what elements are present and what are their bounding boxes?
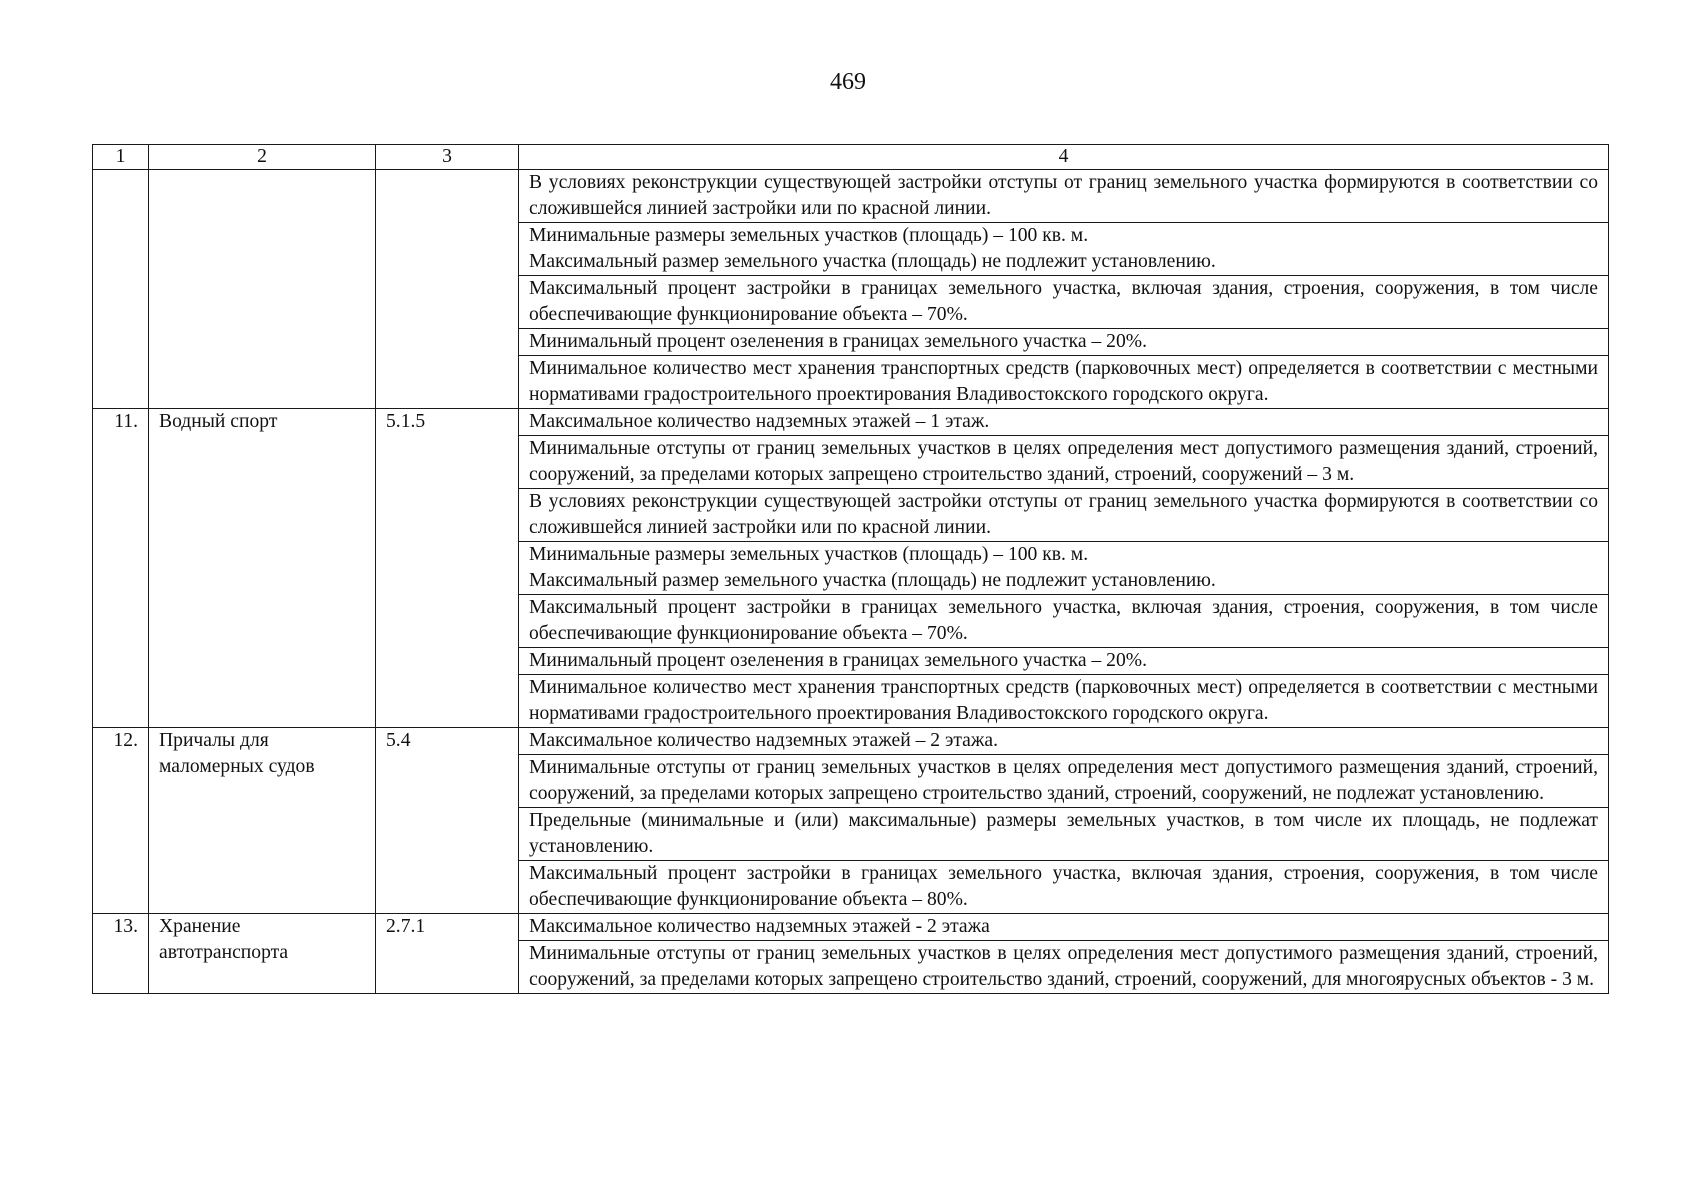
table-row [93,914,1609,941]
parameter-text: Минимальное количество мест хранения транспортных средств (парковочных мест) определяется в соответствии с местными нормативами градостроительного проектирования Владивостокского городского округа. [529,358,1598,405]
parameter-cell [519,356,1609,409]
parameter-text: Максимальное количество надземных этажей – 1 этаж. [529,411,990,432]
parameter-text: В условиях реконструкции существующей застройки отступы от границ земельного участка формируются в соответствии со сложившейся линией застройки или по красной линии. [529,491,1598,538]
row-number: 11. [93,409,149,728]
parameter-text: Минимальный процент озеленения в границах земельного участка – 20%. [529,650,1147,671]
parameter-text: Максимальный процент застройки в границах земельного участка, включая здания, строения, сооружения, в том числе обеспечивающие функционирование объекта – 70%. [529,597,1598,644]
parameter-text: Максимальный размер земельного участка (площадь) не подлежит установлению. [529,570,1216,591]
parameter-cell [519,728,1609,755]
use-type-code: 2.7.1 [376,914,519,994]
parameter-cell [519,755,1609,808]
use-type-name [149,170,376,409]
use-type-code: 5.4 [376,728,519,914]
parameter-cell [519,808,1609,861]
parameter-cell [519,914,1609,941]
parameter-text: Минимальные отступы от границ земельных участков в целях определения мест допустимого размещения зданий, строений, сооружений, за пределами которых запрещено строительство зданий, строений, сооружений, не подлежат установлению. [529,757,1598,804]
parameter-cell [519,648,1609,675]
parameter-cell [519,409,1609,436]
parameter-cell [519,595,1609,648]
parameter-cell [519,276,1609,329]
column-header-1: 1 [93,145,149,170]
parameter-text: Максимальное количество надземных этажей – 2 этажа. [529,730,999,751]
use-type-name: Хранение автотранспорта [149,914,376,994]
parameter-cell [519,941,1609,994]
column-header-3: 3 [376,145,519,170]
column-header-2: 2 [149,145,376,170]
parameter-text: Максимальный процент застройки в границах земельного участка, включая здания, строения, сооружения, в том числе обеспечивающие функционирование объекта – 70%. [529,278,1598,325]
table-row [93,728,1609,755]
parameter-cell [519,223,1609,276]
parameter-text: Минимальный процент озеленения в границах земельного участка – 20%. [529,331,1147,352]
parameter-text: Минимальное количество мест хранения транспортных средств (парковочных мест) определяется в соответствии с местными нормативами градостроительного проектирования Владивостокского городского округа. [529,677,1598,724]
parameter-cell [519,861,1609,914]
table-body [93,170,1609,994]
parameter-text: Минимальные размеры земельных участков (площадь) – 100 кв. м. [529,225,1089,246]
parameter-cell [519,542,1609,595]
header-row [93,145,1609,170]
parameter-text: Максимальный размер земельного участка (площадь) не подлежит установлению. [529,251,1216,272]
parameter-cell [519,329,1609,356]
use-type-name: Причалы для маломерных судов [149,728,376,914]
use-type-code [376,170,519,409]
parameter-cell [519,170,1609,223]
use-type-code: 5.1.5 [376,409,519,728]
parameter-cell [519,675,1609,728]
parameter-text: Предельные (минимальные и (или) максимальные) размеры земельных участков, в том числе их площадь, не подлежат установлению. [529,810,1598,857]
parameter-text: Максимальный процент застройки в границах земельного участка, включая здания, строения, сооружения, в том числе обеспечивающие функционирование объекта – 80%. [529,863,1598,910]
parameter-text: Минимальные отступы от границ земельных участков в целях определения мест допустимого размещения зданий, строений, сооружений, за пределами которых запрещено строительство зданий, строений, сооружений – 3 м. [529,438,1598,485]
parameter-text: Минимальные размеры земельных участков (площадь) – 100 кв. м. [529,544,1089,565]
table-row [93,170,1609,223]
table-header [93,145,1609,170]
parameter-text: Минимальные отступы от границ земельных участков в целях определения мест допустимого размещения зданий, строений, сооружений, за пределами которых запрещено строительство зданий, строений, сооружений, для многоярусных объектов - 3 м. [529,943,1598,990]
use-type-name: Водный спорт [149,409,376,728]
row-number: 13. [93,914,149,994]
column-header-4: 4 [519,145,1609,170]
parameter-text: Максимальное количество надземных этажей - 2 этажа [529,916,990,937]
table-row [93,409,1609,436]
page-number: 469 [830,69,866,95]
regulations-table [92,144,1609,994]
row-number [93,170,149,409]
row-number: 12. [93,728,149,914]
parameter-text: В условиях реконструкции существующей застройки отступы от границ земельного участка формируются в соответствии со сложившейся линией застройки или по красной линии. [529,172,1598,219]
parameter-cell [519,489,1609,542]
parameter-cell [519,436,1609,489]
